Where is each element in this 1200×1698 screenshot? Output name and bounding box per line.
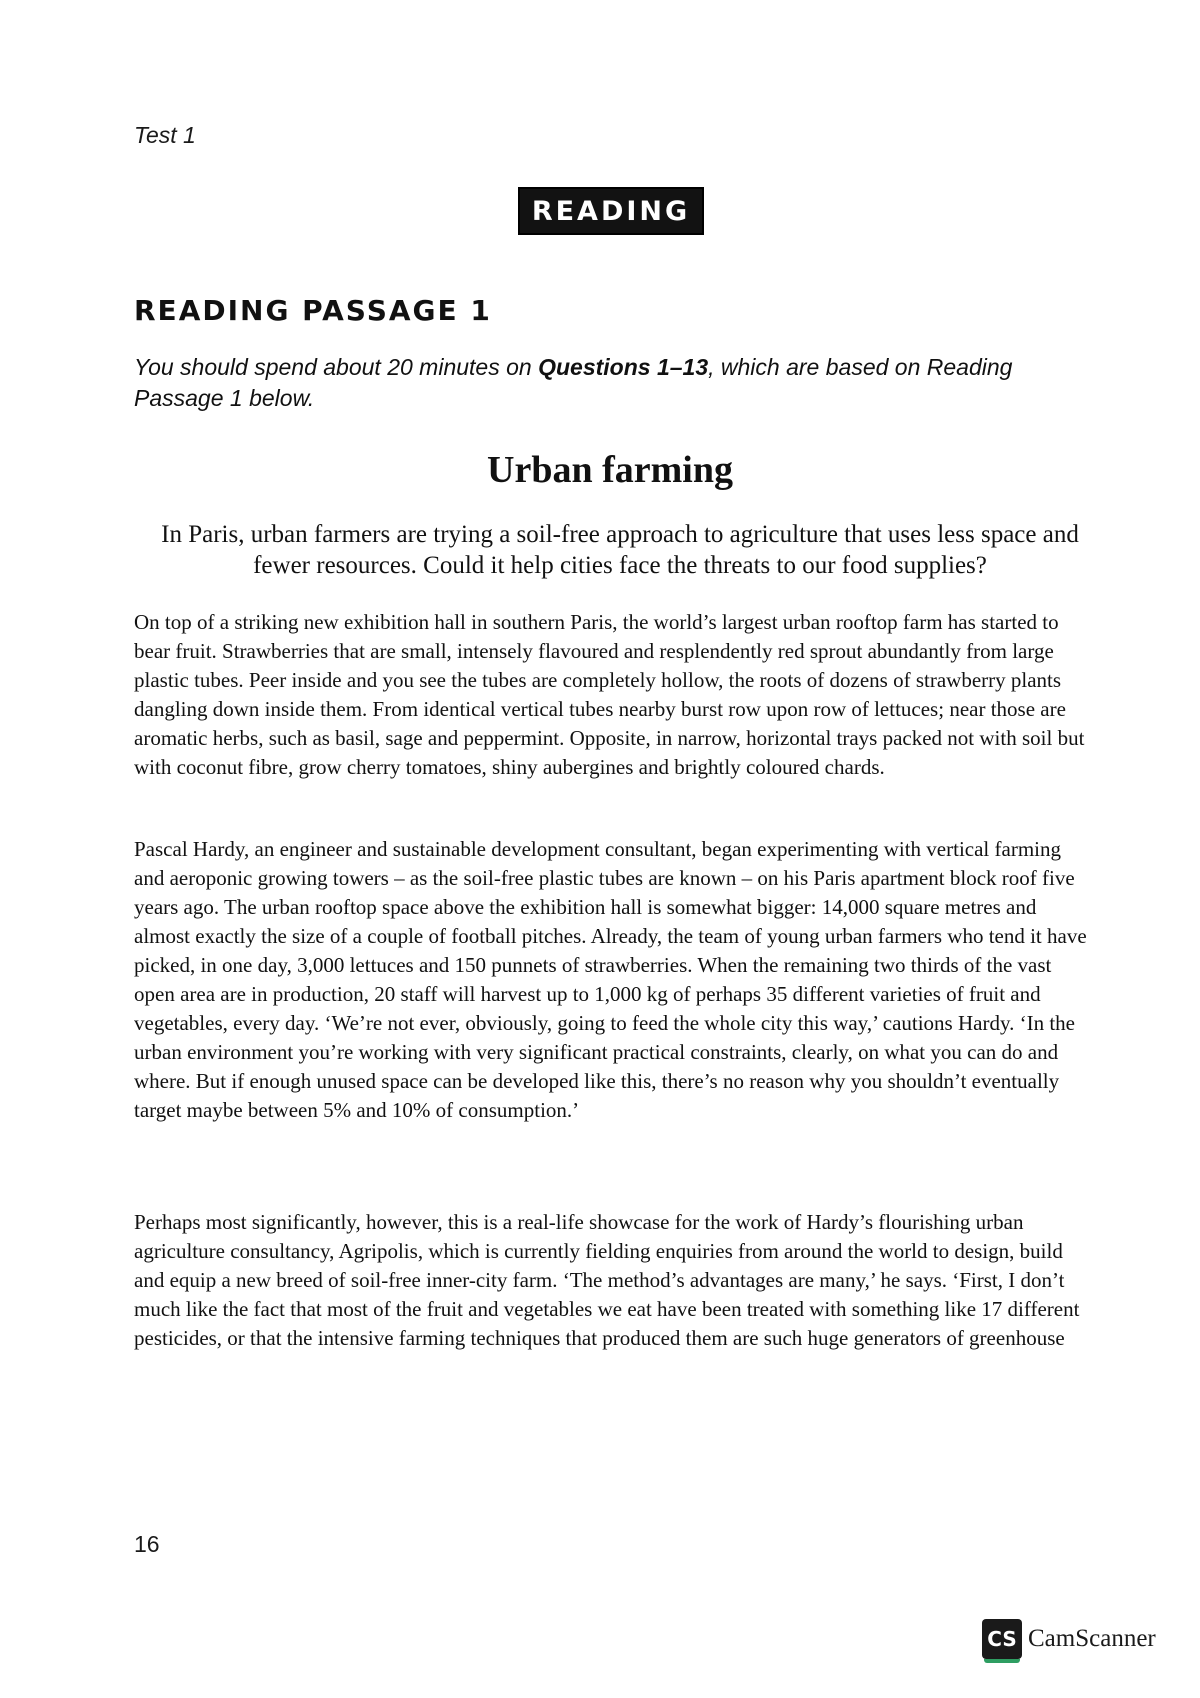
passage-heading: READING PASSAGE 1 [134, 294, 492, 327]
page-number: 16 [134, 1531, 160, 1557]
camscanner-watermark [982, 1617, 1156, 1661]
instructions-text-end: , which are based on Reading Passage 1 below. [134, 354, 1013, 411]
body-paragraph-1: On top of a striking new exhibition hall in southern Paris, the world’s largest urban rooftop farm has started to bear fruit. Strawberries that are small, intensely flavoured and resplendently red sprout abundantly from large plastic tubes. Peer inside and you see the tubes are completely hollow, the roots of dozens of strawberry plants dangling down inside them. From identical vertical tubes nearby burst row upon row of lettuces; near those are aromatic herbs, such as basil, sage and peppermint. Opposite, in narrow, horizontal trays packed not with soil but with coconut fibre, grow cherry tomatoes, shiny aubergines and brightly coloured chards. [134, 610, 1085, 779]
body-paragraph-3: Perhaps most significantly, however, this is a real-life showcase for the work of Hardy’s flourishing urban agriculture consultancy, Agripolis, which is currently fielding enquiries from around the world to design, build and equip a new breed of soil-free inner-city farm. ‘The method’s advantages are many,’ he says. ‘First, I don’t much like the fact that most of the fruit and vegetables we eat have been treated with something like 17 different pesticides, or that the intensive farming techniques that produced them are such huge generators of greenhouse [134, 1210, 1080, 1350]
instructions [134, 352, 1094, 414]
article-subtitle: In Paris, urban farmers are trying a soil-free approach to agriculture that uses less space and fewer resources. Could it help cities face the threats to our food supplies? [161, 521, 1079, 579]
article-title: Urban farming [487, 449, 733, 491]
body-paragraph-2: Pascal Hardy, an engineer and sustainable development consultant, began experimenting with vertical farming and aeroponic growing towers – as the soil-free plastic tubes are known – on his Paris apartment block roof five years ago. The urban rooftop space above the exhibition hall is somewhat bigger: 14,000 square metres and almost exactly the size of a couple of football pitches. Already, the team of young urban farmers who tend it have picked, in one day, 3,000 lettuces and 150 punnets of strawberries. When the remaining two thirds of the vast open area are in production, 20 staff will harvest up to 1,000 kg of perhaps 35 different varieties of fruit and vegetables, every day. ‘We’re not ever, obviously, going to feed the whole city this way,’ cautions Hardy. ‘In the urban environment you’re working with very significant practical constraints, clearly, on what you can do and where. But if enough unused space can be developed like this, there’s no reason why you shouldn’t eventually target maybe between 5% and 10% of consumption.’ [134, 837, 1087, 1122]
reading-section-badge: READING [518, 187, 704, 235]
test-label: Test 1 [134, 122, 196, 148]
instructions-questions-range: Questions 1–13 [538, 354, 709, 380]
instructions-text-start: You should spend about 20 minutes on [134, 354, 539, 380]
camscanner-logo-icon: CS [982, 1619, 1022, 1659]
camscanner-name: CamScanner [1028, 1625, 1156, 1652]
